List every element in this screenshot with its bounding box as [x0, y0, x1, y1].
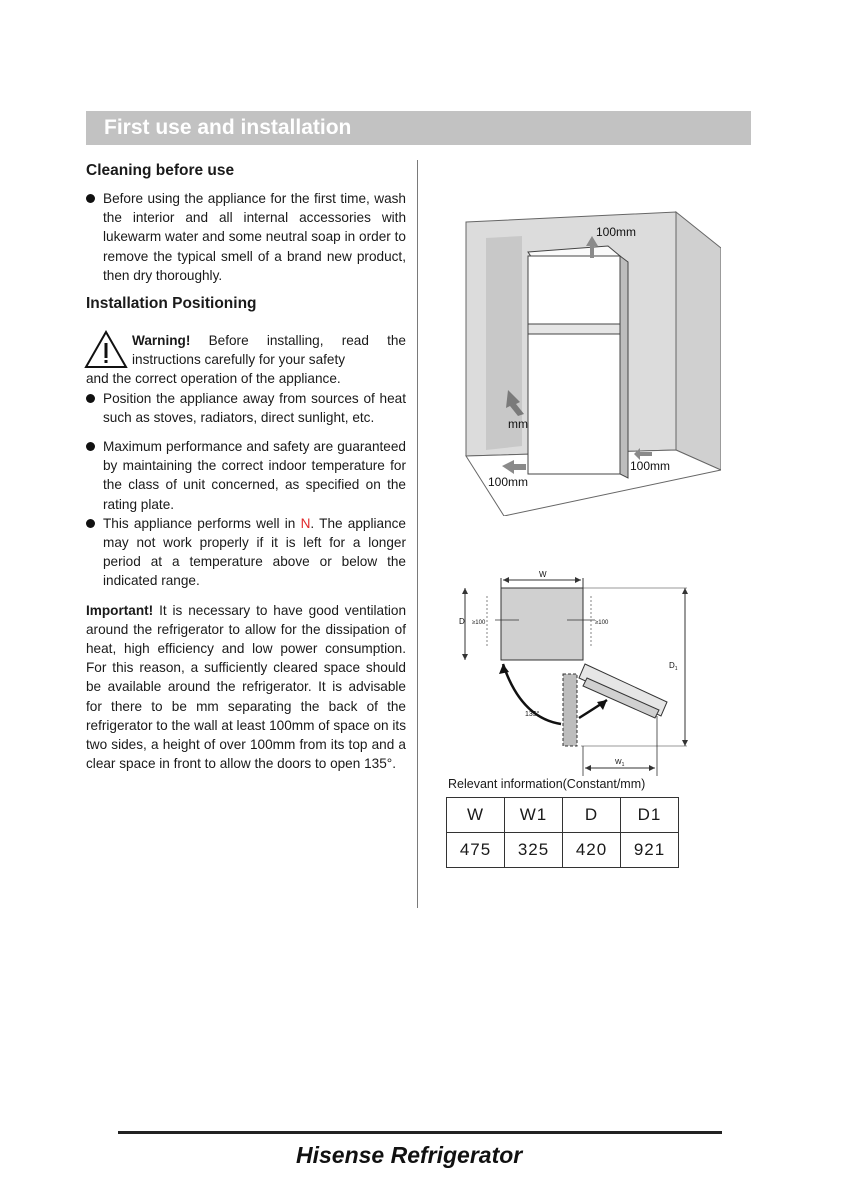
- clearance-illustration: [462, 210, 721, 516]
- warning-label: Warning!: [132, 333, 191, 349]
- left-clearance-label: 100mm: [488, 475, 529, 489]
- cleaning-heading: Cleaning before use: [86, 162, 235, 179]
- width-label: W: [539, 570, 547, 579]
- performance-bullet: Maximum performance and safety are guaranteed by maintaining the correct indoor temperature for the class of unit concerned, as specified on the rating plate.: [86, 437, 406, 514]
- plan-view-diagram: [455, 568, 705, 778]
- footer-rule: [118, 1131, 722, 1134]
- warning-continuation: and the correct operation of the appliance.: [86, 371, 341, 387]
- table-header-cell: W: [447, 798, 505, 833]
- table-cell: 325: [505, 833, 563, 868]
- table-row: [447, 833, 679, 868]
- section-title: First use and installation: [104, 116, 352, 139]
- dimensions-caption: Relevant information(Constant/mm): [448, 777, 646, 791]
- table-header-cell: D1: [621, 798, 679, 833]
- table-cell: 475: [447, 833, 505, 868]
- climate-text-pre: This appliance performs well in: [103, 515, 301, 531]
- door-angle-label: 135°: [525, 711, 540, 718]
- important-text: It is necessary to have good ventilation around the refrigerator to allow for the dissipation of heat, high efficiency and low power consumption. For this reason, a sufficiently cleared space should be available around the refrigerator. It is advisable for there to be mm separating the back of the refrigerator to the wall at least 100mm of space on its two sides, a height of over 100mm from its top and a clear space in front to allow the doors to open 135°.: [86, 602, 406, 772]
- dimensions-table: [446, 797, 679, 868]
- important-label: Important!: [86, 602, 154, 618]
- width1-label: $W_1$: [615, 759, 625, 768]
- warning-text: Before installing, read the instructions carefully for your safety: [132, 333, 406, 368]
- climate-class: N: [300, 515, 311, 531]
- text-column: [86, 162, 406, 773]
- section-banner: [86, 111, 751, 145]
- back-clearance-label: mm: [508, 417, 528, 431]
- depth-label: D: [459, 617, 465, 626]
- table-row: [447, 798, 679, 833]
- right-clearance-label: 100mm: [630, 459, 671, 473]
- installation-heading: Installation Positioning: [86, 295, 257, 313]
- table-cell: 921: [621, 833, 679, 868]
- right-gap-label: ≥100: [595, 620, 609, 626]
- table-header-cell: D: [563, 798, 621, 833]
- cleaning-bullet: Before using the appliance for the first time, wash the interior and all internal accessories with lukewarm water and some neutral soap in order to remove the typical smell of a brand new product, then dry thoroughly.: [86, 189, 406, 285]
- warning-triangle-icon: [84, 330, 128, 370]
- table-cell: 420: [563, 833, 621, 868]
- column-divider: [417, 160, 418, 908]
- climate-bullet: [86, 514, 406, 591]
- climate-text-post: . The appliance may not work properly if it is left for a longer period at a temperature above or below the indicated range.: [103, 515, 406, 589]
- heat-bullet: Position the appliance away from sources of heat such as stoves, radiators, direct sunlight, etc.: [86, 389, 406, 427]
- brand-logo: Hisense Refrigerator: [296, 1142, 523, 1168]
- depth1-label: $D_1$: [669, 661, 678, 672]
- important-note: [86, 601, 406, 774]
- left-gap-label: ≥100: [472, 620, 486, 626]
- warning-block: [86, 331, 406, 369]
- table-header-cell: W1: [505, 798, 563, 833]
- top-clearance-label: 100mm: [596, 225, 637, 239]
